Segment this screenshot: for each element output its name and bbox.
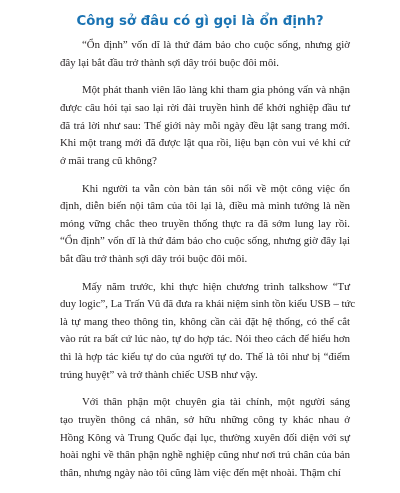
text-line: móng vững chắc theo truyền thống thực ra đã sớm lung lay rồi. xyxy=(60,217,350,230)
text-line: thì là hợp tác kiểu tự do của người tự do. Thế là tôi như bị “điểm xyxy=(60,351,350,364)
body-text xyxy=(60,37,356,493)
text-line: vào rút ra bất cứ lúc nào, tự do hợp tác. Nói theo cách để hiểu hơn xyxy=(60,333,350,346)
text-line: là tự mang theo thông tin, không cần cài đặt hệ thống, có thể cắt xyxy=(60,315,350,328)
chapter-title: Công sở đâu có gì gọi là ổn định? xyxy=(76,14,324,29)
text-line: bắt đầu trở thành sợi dây trói buộc đôi môi. xyxy=(60,252,248,265)
text-line: định, diễn biến nội tâm của tôi lại là, điều mà mình tưởng là nền xyxy=(60,200,350,213)
text-line: Khi người ta vẫn còn bàn tán sôi nổi về một công việc ổn xyxy=(82,182,350,195)
text-line: tạo truyền thông cá nhân, sở hữu những công ty khác nhau ở xyxy=(60,414,350,427)
text-line: Hồng Kông và Trung Quốc đại lục, thường xuyên đối diện với sự xyxy=(60,431,350,444)
paragraph xyxy=(60,279,356,385)
text-line: thân, nhưng ngày nào tôi cũng làm việc đến mệt nhoài. Thậm chí xyxy=(60,466,341,479)
paragraph xyxy=(60,181,350,269)
text-line: Mấy năm trước, khi thực hiện chương trình talkshow “Tư xyxy=(82,280,350,293)
text-line: trúng huyệt” và trở thành chiếc USB như vậy. xyxy=(60,368,258,381)
text-line: hoài nghi về thân phận nghề nghiệp cũng như nơi trú chân của bản xyxy=(60,449,350,462)
text-line: Một phát thanh viên lão làng khi tham gia phỏng vấn và nhận xyxy=(82,84,350,97)
text-line: Khi một trang mới đã được lật qua rồi, liệu bạn còn vui vẻ khi cứ xyxy=(60,137,350,150)
paragraph xyxy=(60,37,350,72)
text-line: ở mãi trang cũ không? xyxy=(60,154,157,167)
text-line: đã trả lời như sau: Thế giới này mỗi ngày đều lật sang trang mới. xyxy=(60,119,350,132)
text-line: “Ổn định” vốn dĩ là thứ đảm bảo cho cuộc sống, nhưng giờ đây lại xyxy=(60,235,350,248)
text-line: được câu hỏi tại sao lại rời đài truyền hình để khởi nghiệp đầu tư xyxy=(60,101,350,114)
text-line: duy logic”, La Trấn Vũ đã đưa ra khái niệm sinh tồn kiểu USB – tức xyxy=(60,298,356,311)
text-line: đây lại bắt đầu trở thành sợi dây trói buộc đôi môi. xyxy=(60,56,279,69)
paragraph xyxy=(60,394,350,482)
text-line: Với thân phận một chuyên gia tài chính, một người sáng xyxy=(82,396,350,409)
paragraph xyxy=(60,82,350,170)
text-line: “Ổn định” vốn dĩ là thứ đảm bảo cho cuộc sống, nhưng giờ xyxy=(82,39,350,51)
